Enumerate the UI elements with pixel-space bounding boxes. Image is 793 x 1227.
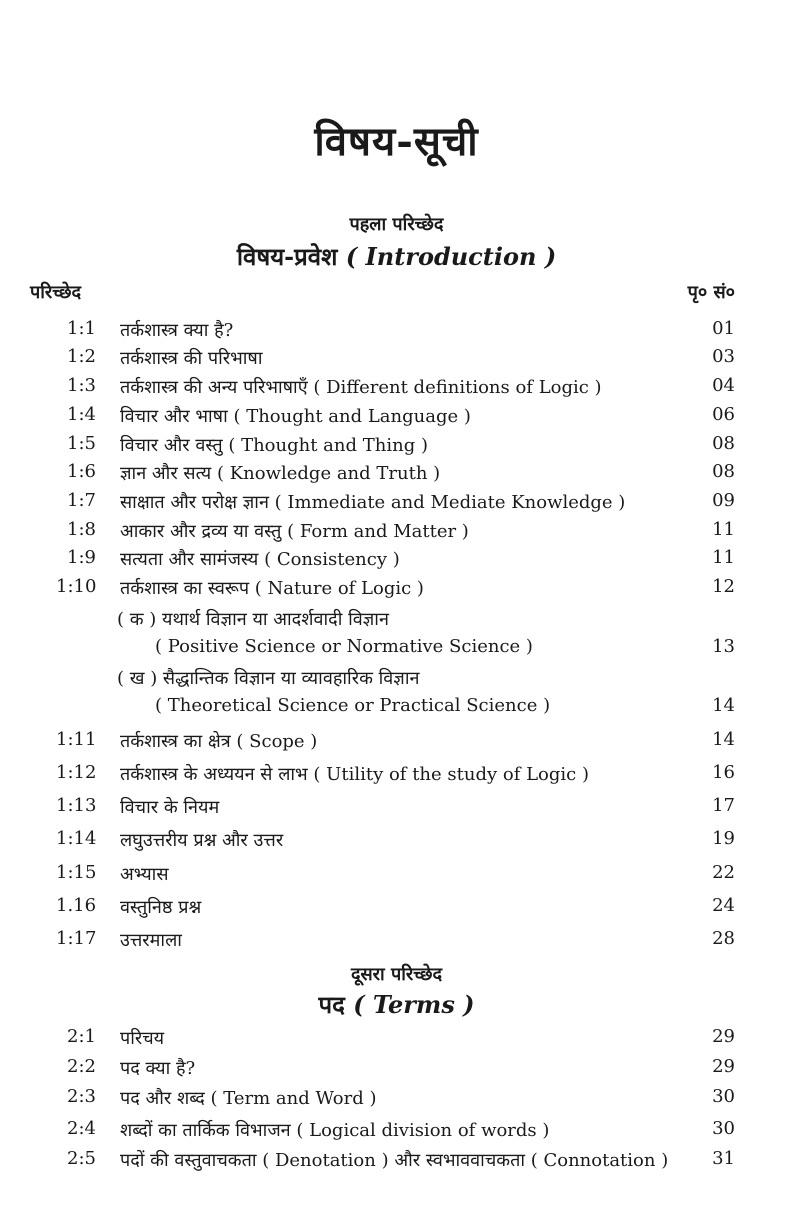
section-title: विचार के नियम	[120, 797, 220, 818]
subsection-title: ( ख ) सैद्धान्तिक विज्ञान या व्यावहारिक विज्ञान	[117, 668, 420, 689]
toc-subrow	[0, 636, 793, 666]
section-title: तर्कशास्त्र की परिभाषा	[120, 348, 263, 369]
section-title: पद क्या है?	[120, 1058, 196, 1079]
page-number: 13	[712, 636, 735, 657]
toc-row	[0, 519, 793, 549]
page-number: 31	[712, 1148, 735, 1169]
toc-row	[0, 547, 793, 577]
toc-subrow	[0, 666, 793, 696]
section-number: 1:6	[67, 461, 96, 482]
section-title: सत्यता और सामंजस्य ( Consistency )	[120, 549, 400, 570]
section-title: तर्कशास्त्र का स्वरूप ( Nature of Logic )	[120, 578, 424, 599]
chapter-2-title	[0, 988, 793, 1021]
section-number: 1:11	[56, 729, 97, 750]
section-number: 2:2	[67, 1056, 96, 1077]
section-number: 2:3	[67, 1086, 96, 1107]
section-title: पद और शब्द ( Term and Word )	[120, 1088, 377, 1109]
section-title: साक्षात और परोक्ष ज्ञान ( Immediate and Mediate Knowledge )	[120, 492, 626, 513]
page-number: 09	[712, 490, 735, 511]
page-number: 06	[712, 404, 735, 425]
page-number: 08	[712, 461, 735, 482]
section-number: 1:1	[67, 318, 96, 339]
section-title: लघुउत्तरीय प्रश्न और उत्तर	[120, 830, 284, 851]
section-title: पदों की वस्तुवाचकता ( Denotation ) और स्वभाववाचकता ( Connotation )	[120, 1150, 669, 1171]
page-number: 14	[712, 729, 735, 750]
toc-row	[0, 318, 793, 348]
section-title: विचार और भाषा ( Thought and Language )	[120, 406, 471, 427]
toc-row	[0, 461, 793, 491]
section-title: ज्ञान और सत्य ( Knowledge and Truth )	[120, 463, 441, 484]
section-title: शब्दों का तार्किक विभाजन ( Logical division of words )	[120, 1120, 550, 1141]
toc-row	[0, 928, 793, 958]
section-number: 1:13	[56, 795, 97, 816]
page-number: 16	[712, 762, 735, 783]
toc-row	[0, 1056, 793, 1086]
section-number: 1:3	[67, 375, 96, 396]
page-title: विषय-सूची	[314, 118, 479, 165]
toc-row	[0, 762, 793, 792]
toc-row	[0, 1086, 793, 1116]
toc-row	[0, 346, 793, 376]
chapter-2-title-english: ( Terms )	[353, 990, 475, 1019]
toc-subrow	[0, 695, 793, 725]
chapter-2-label: दूसरा परिच्छेद	[350, 964, 443, 985]
subsection-title-english: ( Positive Science or Normative Science )	[155, 636, 533, 657]
section-number: 1:5	[67, 433, 96, 454]
page-number: 28	[712, 928, 735, 949]
section-number: 2:4	[67, 1118, 96, 1139]
section-number: 1:15	[56, 862, 97, 883]
chapter-1-title-hindi: विषय-प्रवेश	[236, 242, 338, 271]
page-number: 04	[712, 375, 735, 396]
chapter-1-label: पहला परिच्छेद	[349, 214, 444, 235]
section-title: तर्कशास्त्र क्या है?	[120, 320, 234, 341]
section-number: 2:1	[67, 1026, 96, 1047]
page-number: 11	[712, 547, 735, 568]
section-number: 1:12	[56, 762, 97, 783]
page-number: 14	[712, 695, 735, 716]
chapter-1-title	[0, 240, 793, 273]
section-number: 1:8	[67, 519, 96, 540]
toc-row	[0, 404, 793, 434]
toc-subrow	[0, 607, 793, 637]
toc-row	[0, 375, 793, 405]
section-title: उत्तरमाला	[120, 930, 182, 951]
section-number: 1:10	[56, 576, 97, 597]
section-title: परिचय	[120, 1028, 165, 1049]
chapter-2-title-hindi: पद	[318, 990, 345, 1019]
section-number: 1:14	[56, 828, 97, 849]
toc-row	[0, 1148, 793, 1178]
toc-row	[0, 828, 793, 858]
page-number: 08	[712, 433, 735, 454]
column-header-page: पृ० सं०	[687, 282, 735, 303]
toc-row	[0, 729, 793, 759]
section-number: 1:17	[56, 928, 97, 949]
page-number: 22	[712, 862, 735, 883]
section-title: तर्कशास्त्र के अध्ययन से लाभ ( Utility of the study of Logic )	[120, 764, 589, 785]
section-title: विचार और वस्तु ( Thought and Thing )	[120, 435, 428, 456]
section-number: 1.16	[56, 895, 97, 916]
page-number: 17	[712, 795, 735, 816]
page-number: 19	[712, 828, 735, 849]
section-title: तर्कशास्त्र का क्षेत्र ( Scope )	[120, 731, 318, 752]
toc-row	[0, 576, 793, 606]
toc-row	[0, 795, 793, 825]
toc-row	[0, 862, 793, 892]
subsection-title-english: ( Theoretical Science or Practical Science )	[155, 695, 551, 716]
column-header-chapter: परिच्छेद	[30, 282, 82, 303]
toc-row	[0, 895, 793, 925]
subsection-title: ( क ) यथार्थ विज्ञान या आदर्शवादी विज्ञान	[117, 609, 389, 630]
section-title: तर्कशास्त्र की अन्य परिभाषाएँ ( Different definitions of Logic )	[120, 377, 602, 398]
page-number: 29	[712, 1056, 735, 1077]
toc-row	[0, 490, 793, 520]
page-number: 01	[712, 318, 735, 339]
section-title: वस्तुनिष्ठ प्रश्न	[120, 897, 202, 918]
section-number: 1:9	[67, 547, 96, 568]
section-number: 1:4	[67, 404, 96, 425]
chapter-1-title-english: ( Introduction )	[345, 242, 557, 271]
section-number: 2:5	[67, 1148, 96, 1169]
section-title: आकार और द्रव्य या वस्तु ( Form and Matter )	[120, 521, 469, 542]
section-number: 1:2	[67, 346, 96, 367]
page-number: 12	[712, 576, 735, 597]
toc-row	[0, 1026, 793, 1056]
page-number: 29	[712, 1026, 735, 1047]
section-number: 1:7	[67, 490, 96, 511]
page-number: 24	[712, 895, 735, 916]
page-number: 30	[712, 1118, 735, 1139]
section-title: अभ्यास	[120, 864, 169, 885]
page-number: 11	[712, 519, 735, 540]
page-number: 30	[712, 1086, 735, 1107]
toc-row	[0, 1118, 793, 1148]
page-number: 03	[712, 346, 735, 367]
toc-row	[0, 433, 793, 463]
